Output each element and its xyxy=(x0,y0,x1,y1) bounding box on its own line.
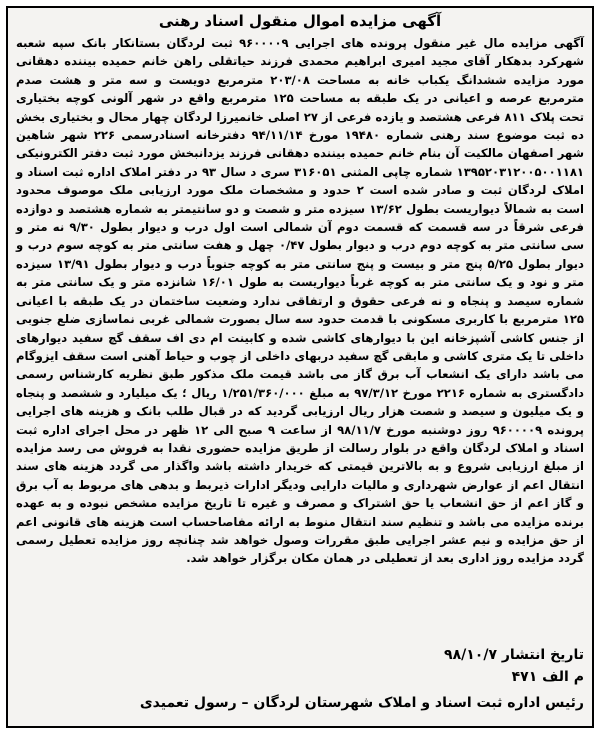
notice-frame xyxy=(6,6,594,728)
signature: رئیس اداره ثبت اسناد و املاک شهرستان لردگان – رسول تعمیدی xyxy=(139,695,584,711)
notice-title: آگهی مزایده اموال منقول اسناد رهنی xyxy=(158,12,442,30)
notice-footer xyxy=(16,644,584,714)
notice-code: م الف ۴۷۱ xyxy=(511,669,584,685)
notice-body: آگهی مزایده مال غیر منقول پرونده های اجرایی ۹۶۰۰۰۰۹ ثبت لردگان بستانکار بانک سپه شعبه شهرکرد بدهکار آقای مجید امیری ابراهیم محمدی فرزند حیاتقلی راهن خانم حمیده بیننده دهقانی مورد مزایده ششدانگ یکباب خانه به مساحت ۲۰۳/۰۸ مترمربع دویست و سه متر و هشت صدم مترمربع عرصه و اعیانی در یک طبقه به مساحت ۱۲۵ مترمربع واقع در شهر آلونی کوچه بختیاری تحت پلاک ۸۱۱ فرعی هشتصد و یازده فرعی از ۲۷ اصلی خانمیرزا لردگان چهار محال و بختیاری بخش ده ثبت موضوع سند رهنی شماره ۱۹۴۸۰ مورخ ۹۴/۱۱/۱۴ دفترخانه اسنادرسمی ۲۲۶ شهر شاهین شهر اصفهان مالکیت آن بنام خانم حمیده بیننده دهقانی فرزند یزدانبخش مورد ثبت دفتر الکترونیکی ۱۳۹۵۲۰۳۱۲۰۰۵۰۰۱۱۸۱ شماره چاپی المثنی ۳۱۶۰۵۱ سری د سال ۹۳ در دفتر املاک اداره ثبت اسناد و املاک لردگان ثبت و صادر شده است ۲ حدود و مشخصات ملک مورد ارزیابی ملک موصوف محدود است به شمالاً دیواریست بطول ۱۳/۶۲ سیزده متر و شصت و دو سانتیمتر به شماره هشتصد و دوازده فرعی شرقاً در سه قسمت که قسمت دوم آن شمالی است اول درب و دیوار بطول ۹/۳۰ نه متر و سی سانتی متر به کوچه دوم درب و دیوار بطول ۰/۴۷ چهل و هفت سانتی متر به کوچه سوم درب و دیوار بطول ۵/۲۵ پنج متر و بیست و پنج سانتی متر به کوچه جنوباً درب و دیوار بطول ۱۳/۹۱ سیزده متر و نود و یک سانتی متر به کوچه غرباً دیواریست به طول ۱۶/۰۱ شانزده متر و یک سانتی متر به شماره سیصد و پنجاه و نه فرعی حقوق و ارتفاقی ندارد وضعیت ساختمان در یک طبقه با اعیانی ۱۲۵ مترمربع با کاربری مسکونی با قدمت حدود سه سال بصورت شمالی غربی نماسازی ضلع جنوبی از جنس کاشی آشپزخانه این با دیوارهای کاشی شده و کابینت ام دی اف سقف گچ سفید دیوارهای داخلی تا یک متری کاشی و مابقی گچ سفید دربهای داخلی از چوب و حیاط آهنی است سقف ایزوگام می باشد دارای یک انشعاب آب برق گاز می باشد قیمت ملک مذکور طبق نظریه کارشناس رسمی دادگستری به شماره ۲۲۱۶ مورخ ۹۷/۳/۱۲ به مبلغ ۱/۲۵۱/۳۶۰/۰۰۰ ریال ؛ یک میلیارد و ششصد و پنجاه و یک میلیون و سیصد و شصت هزار ریال ارزیابی گردید که در قبال طلب بانک و هزینه های اجرایی پرونده ۹۶۰۰۰۰۹ روز دوشنبه مورخ ۹۸/۱۱/۷ از ساعت ۹ صبح الی ۱۲ ظهر در محل اجرای اداره ثبت اسناد و املاک لردگان واقع در بلوار رسالت از طریق مزایده حضوری نقدا به فروش می رسد مزایده از مبلغ ارزیابی شروع و به بالاترین قیمتی که خریدار داشته باشد واگذار می گردد هزینه های سند انتقال اعم از عوارض شهرداری و مالیات دارایی ودیگر ادارات ذیربط و بدهی های مربوط به آب برق و گاز اعم از حق انشعاب یا حق اشتراک و مصرف و غیره تا تاریخ مزایده مشخص نبوده و به عهده برنده مزایده می باشد و تنظیم سند انتقال منوط به ارائه مفاصاحساب است هزینه های قانونی اعم از حق مزایده و نیم عشر اجرایی طبق مقررات وصول خواهد شد چنانچه روز مزایده تعطیل رسمی گردد مزایده روز اداری بعد از تعطیلی در همان مکان برگزار خواهد شد. xyxy=(16,36,585,566)
publish-date: تاریخ انتشار ۹۸/۱۰/۷ xyxy=(444,647,584,663)
